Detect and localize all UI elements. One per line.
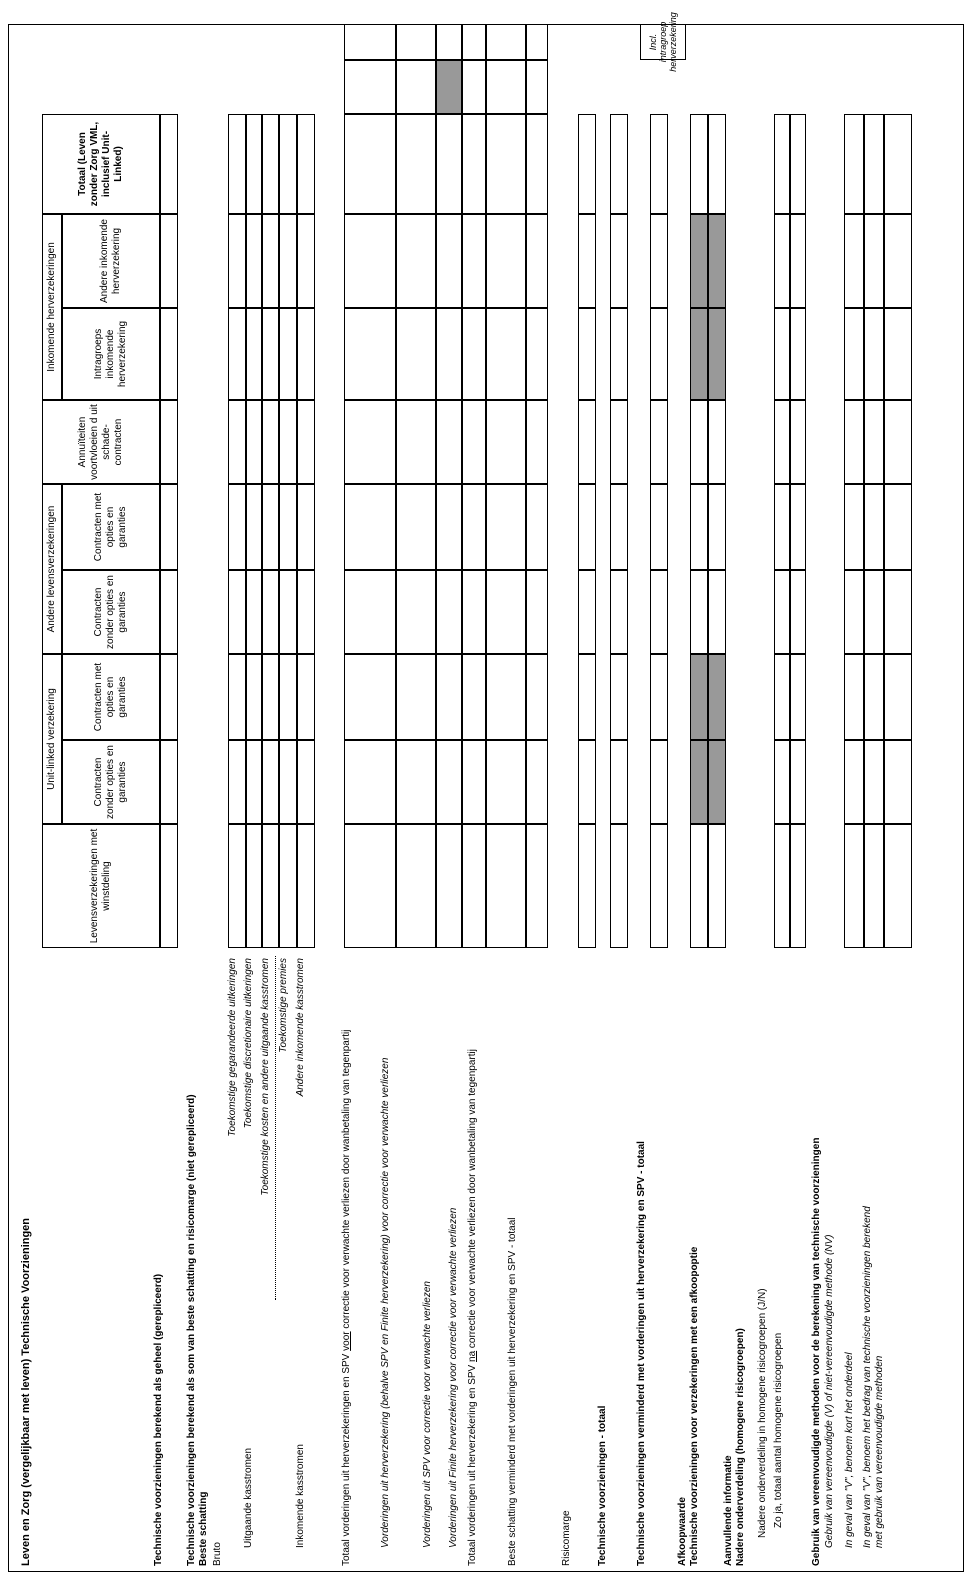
input-cell[interactable] <box>279 484 297 570</box>
input-cell[interactable] <box>246 308 262 400</box>
input-cell[interactable] <box>486 484 526 570</box>
text-underlined: na <box>467 1350 478 1362</box>
input-cell[interactable] <box>610 824 628 948</box>
text-part: Totaal vorderingen uit herverzekering en SPV <box>467 1361 478 1566</box>
input-cell[interactable] <box>279 400 297 484</box>
row-simplified-use: Gebruik van vereenvoudigde (V) of niet-vereenvoudigde methode (NV) <box>824 1234 835 1548</box>
input-cell[interactable] <box>160 570 178 654</box>
input-cell[interactable] <box>262 400 279 484</box>
input-cell[interactable] <box>262 824 279 948</box>
input-cell[interactable] <box>844 824 864 948</box>
input-cell[interactable] <box>160 214 178 308</box>
input-cell[interactable] <box>774 484 790 570</box>
input-cell[interactable] <box>344 400 396 484</box>
input-cell[interactable] <box>864 654 884 740</box>
input-cell[interactable] <box>228 824 246 948</box>
input-cell[interactable] <box>344 214 396 308</box>
input-cell[interactable] <box>578 824 596 948</box>
input-cell[interactable] <box>486 570 526 654</box>
input-cell[interactable] <box>610 308 628 400</box>
input-cell[interactable] <box>708 570 726 654</box>
input-cell[interactable] <box>526 400 548 484</box>
input-cell[interactable] <box>650 214 668 308</box>
row-outgoing: Uitgaande kasstromen <box>243 1447 254 1548</box>
input-cell[interactable] <box>436 400 462 484</box>
input-cell-extra[interactable] <box>436 60 462 114</box>
input-cell[interactable] <box>279 214 297 308</box>
input-cell[interactable] <box>578 114 596 214</box>
input-cell[interactable] <box>650 570 668 654</box>
header-ul-no-options: Contracten zonder opties en garanties <box>62 740 160 824</box>
input-cell[interactable] <box>462 400 486 484</box>
input-cell[interactable] <box>396 824 436 948</box>
input-cell[interactable] <box>436 740 462 824</box>
input-cell[interactable] <box>884 570 912 654</box>
input-cell[interactable] <box>262 654 279 740</box>
input-cell[interactable] <box>526 740 548 824</box>
input-cell[interactable] <box>790 114 806 214</box>
input-cell[interactable] <box>884 308 912 400</box>
input-cell[interactable] <box>160 400 178 484</box>
input-cell[interactable] <box>526 484 548 570</box>
input-cell[interactable] <box>297 308 315 400</box>
input-cell[interactable] <box>844 484 864 570</box>
header-incl-intragroup: Incl. intragroep herverzekering <box>640 24 686 60</box>
input-cell[interactable] <box>578 484 596 570</box>
row-total-recov-before <box>341 1026 353 1566</box>
header-inward: Inkomende herverzekeringen <box>42 214 62 400</box>
row-tv-whole: Technische voorzieningen berekend als geheel (gerepliceerd) <box>153 1273 164 1566</box>
input-cell[interactable] <box>462 570 486 654</box>
input-cell[interactable] <box>774 114 790 214</box>
input-cell[interactable] <box>279 308 297 400</box>
input-cell[interactable] <box>396 308 436 400</box>
input-cell[interactable] <box>262 114 279 214</box>
row-recov-spv: Vorderingen uit SPV voor correctie voor verwachte verliezen <box>422 1281 433 1548</box>
input-cell[interactable] <box>774 824 790 948</box>
input-cell[interactable] <box>708 114 726 214</box>
input-cell[interactable] <box>228 308 246 400</box>
input-cell[interactable] <box>578 308 596 400</box>
input-cell[interactable] <box>344 824 396 948</box>
row-recov-reins: Vorderingen uit herverzekering (behalve SPV en Finite herverzekering) voor correctie voor verwachte verliezen <box>380 1057 391 1548</box>
input-cell[interactable] <box>708 214 726 308</box>
input-cell[interactable] <box>436 114 462 214</box>
input-cell[interactable] <box>396 654 436 740</box>
input-cell-extra[interactable] <box>486 60 526 114</box>
input-cell[interactable] <box>344 654 396 740</box>
input-cell[interactable] <box>884 114 912 214</box>
input-cell[interactable] <box>160 308 178 400</box>
row-segmentation: Nadere onderverdeling (homogene risicogroepen) <box>735 1328 746 1566</box>
input-cell[interactable] <box>610 214 628 308</box>
row-simplified-v1: In geval van "V", benoem kort het onderdeel <box>844 1352 855 1548</box>
input-cell[interactable] <box>526 824 548 948</box>
input-cell[interactable] <box>690 114 708 214</box>
input-cell[interactable] <box>610 740 628 824</box>
input-cell[interactable] <box>486 308 526 400</box>
row-best-estimate: Beste schatting <box>198 1491 209 1566</box>
row-tv-sum: Technische voorzieningen berekend als som van beste schatting en risicomarge (niet gerepliceerd) <box>186 1094 197 1566</box>
input-cell[interactable] <box>246 740 262 824</box>
input-cell[interactable] <box>650 740 668 824</box>
input-cell[interactable] <box>344 570 396 654</box>
header-intragroup: Intragroeps inkomende herverzekering <box>62 308 160 400</box>
page-title: Leven en Zorg (vergelijkbaar met leven) Technische Voorzieningen <box>20 1217 32 1566</box>
text-underlined: voor <box>341 1331 352 1351</box>
dotted-divider <box>275 956 276 1300</box>
input-cell[interactable] <box>396 484 436 570</box>
row-risk-margin: Risicomarge <box>561 1510 572 1566</box>
input-cell[interactable] <box>486 824 526 948</box>
input-cell[interactable] <box>262 308 279 400</box>
row-total-recov-after <box>467 1026 479 1566</box>
input-cell[interactable] <box>864 308 884 400</box>
input-cell[interactable] <box>690 740 708 824</box>
input-cell[interactable] <box>690 570 708 654</box>
input-cell-extra[interactable] <box>526 60 548 114</box>
input-cell-extra[interactable] <box>344 60 396 114</box>
input-cell[interactable] <box>297 114 315 214</box>
input-cell[interactable] <box>884 214 912 308</box>
input-cell-extra[interactable] <box>344 24 396 60</box>
input-cell[interactable] <box>650 824 668 948</box>
input-cell[interactable] <box>708 824 726 948</box>
input-cell[interactable] <box>160 114 178 214</box>
input-cell[interactable] <box>297 214 315 308</box>
text-part: Totaal vorderingen uit herverzekeringen en SPV <box>341 1350 352 1566</box>
row-tv-total: Technische voorzieningen - totaal <box>597 1405 608 1566</box>
input-cell[interactable] <box>396 570 436 654</box>
input-cell[interactable] <box>650 484 668 570</box>
input-cell[interactable] <box>884 654 912 740</box>
input-cell-extra[interactable] <box>462 24 486 60</box>
input-cell[interactable] <box>774 308 790 400</box>
input-cell[interactable] <box>262 740 279 824</box>
input-cell[interactable] <box>610 114 628 214</box>
input-cell[interactable] <box>610 400 628 484</box>
input-cell[interactable] <box>844 654 864 740</box>
input-cell[interactable] <box>844 308 864 400</box>
header-other-life: Andere levensverzekeringen <box>42 484 62 654</box>
input-cell[interactable] <box>774 400 790 484</box>
input-cell[interactable] <box>864 400 884 484</box>
input-cell[interactable] <box>344 484 396 570</box>
input-cell[interactable] <box>708 484 726 570</box>
input-cell[interactable] <box>578 214 596 308</box>
input-cell[interactable] <box>650 400 668 484</box>
input-cell[interactable] <box>246 654 262 740</box>
input-cell-extra[interactable] <box>396 60 436 114</box>
input-cell-extra[interactable] <box>396 24 436 60</box>
input-cell[interactable] <box>844 214 864 308</box>
input-cell[interactable] <box>462 740 486 824</box>
input-cell[interactable] <box>526 570 548 654</box>
input-cell[interactable] <box>246 824 262 948</box>
input-cell[interactable] <box>650 308 668 400</box>
input-cell[interactable] <box>462 824 486 948</box>
input-cell[interactable] <box>884 484 912 570</box>
input-cell[interactable] <box>690 824 708 948</box>
row-be-net: Beste schatting verminderd met vorderingen uit herverzekering en SPV - totaal <box>507 1217 518 1566</box>
input-cell[interactable] <box>462 308 486 400</box>
row-gross: Bruto <box>212 1542 223 1566</box>
header-ul-with-options: Contracten met opties en garanties <box>62 654 160 740</box>
input-cell[interactable] <box>297 740 315 824</box>
row-seg-question: Nadere onderverdeling in homogene risicogroepen (J/N) <box>757 1288 768 1538</box>
input-cell[interactable] <box>844 740 864 824</box>
input-cell[interactable] <box>526 308 548 400</box>
input-cell[interactable] <box>650 654 668 740</box>
header-unit-linked: Unit-linked verzekering <box>42 654 62 824</box>
row-simplified: Gebruik van vereenvoudigde methoden voor de berekening van technische voorzieningen <box>811 1137 822 1566</box>
input-cell[interactable] <box>486 214 526 308</box>
input-cell[interactable] <box>436 570 462 654</box>
input-cell[interactable] <box>526 654 548 740</box>
input-cell[interactable] <box>246 114 262 214</box>
header-life-profit: Levensverzekeringen met winstdeling <box>42 824 160 948</box>
input-cell[interactable] <box>228 570 246 654</box>
input-cell[interactable] <box>436 824 462 948</box>
input-cell[interactable] <box>864 740 884 824</box>
header-other-inward: Andere inkomende herverzekering <box>62 214 160 308</box>
header-ol-with-options: Contracten met opties en garanties <box>62 484 160 570</box>
input-cell[interactable] <box>279 740 297 824</box>
input-cell[interactable] <box>690 308 708 400</box>
input-cell[interactable] <box>486 654 526 740</box>
input-cell[interactable] <box>844 400 864 484</box>
input-cell[interactable] <box>578 400 596 484</box>
input-cell[interactable] <box>396 400 436 484</box>
input-cell[interactable] <box>790 308 806 400</box>
input-cell[interactable] <box>246 484 262 570</box>
header-annuities: Annuïteiten voortvloeien d uit schade-contracten <box>42 400 160 484</box>
input-cell[interactable] <box>228 400 246 484</box>
input-cell[interactable] <box>526 114 548 214</box>
input-cell[interactable] <box>790 654 806 740</box>
input-cell[interactable] <box>578 654 596 740</box>
input-cell[interactable] <box>160 740 178 824</box>
input-cell[interactable] <box>708 740 726 824</box>
input-cell[interactable] <box>790 824 806 948</box>
input-cell[interactable] <box>279 570 297 654</box>
input-cell[interactable] <box>297 824 315 948</box>
row-additional-info: Aanvullende informatie <box>723 1455 734 1566</box>
text-part: correctie voor verwachte verliezen door wanbetaling van tegenpartij <box>341 1029 352 1332</box>
input-cell[interactable] <box>864 570 884 654</box>
input-cell[interactable] <box>864 214 884 308</box>
row-simplified-v2: In geval van "V", benoem het bedrag van technische voorzieningen berekend met gebruik van vereenvoudigde methoden <box>862 1206 885 1548</box>
input-cell[interactable] <box>396 214 436 308</box>
input-cell[interactable] <box>228 214 246 308</box>
header-total: Totaal (Leven zonder Zorg VML, inclusief Unit-Linked) <box>42 114 160 214</box>
row-other-incoming: Andere inkomende kasstromen <box>295 958 306 1097</box>
input-cell[interactable] <box>610 484 628 570</box>
input-cell[interactable] <box>790 740 806 824</box>
input-cell[interactable] <box>774 570 790 654</box>
row-future-costs: Toekomstige kosten en andere uitgaande kasstromen <box>260 958 271 1196</box>
input-cell[interactable] <box>462 484 486 570</box>
input-cell[interactable] <box>228 740 246 824</box>
input-cell[interactable] <box>864 824 884 948</box>
input-cell-extra[interactable] <box>486 24 526 60</box>
input-cell[interactable] <box>610 570 628 654</box>
input-cell[interactable] <box>262 570 279 654</box>
input-cell[interactable] <box>228 484 246 570</box>
input-cell[interactable] <box>462 114 486 214</box>
input-cell[interactable] <box>297 484 315 570</box>
row-future-discretionary: Toekomstige discretionaire uitkeringen <box>243 958 254 1129</box>
input-cell[interactable] <box>578 570 596 654</box>
row-recov-finite: Vorderingen uit Finite herverzekering voor correctie voor verwachte verliezen <box>448 1207 459 1548</box>
input-cell[interactable] <box>690 654 708 740</box>
input-cell[interactable] <box>486 114 526 214</box>
input-cell[interactable] <box>344 740 396 824</box>
input-cell[interactable] <box>228 114 246 214</box>
input-cell[interactable] <box>396 114 436 214</box>
input-cell[interactable] <box>864 484 884 570</box>
input-cell[interactable] <box>486 400 526 484</box>
input-cell[interactable] <box>246 214 262 308</box>
input-cell[interactable] <box>246 400 262 484</box>
input-cell[interactable] <box>297 400 315 484</box>
input-cell[interactable] <box>578 740 596 824</box>
input-cell[interactable] <box>279 654 297 740</box>
input-cell[interactable] <box>246 570 262 654</box>
input-cell[interactable] <box>160 654 178 740</box>
input-cell[interactable] <box>844 114 864 214</box>
input-cell[interactable] <box>526 214 548 308</box>
input-cell[interactable] <box>436 214 462 308</box>
input-cell[interactable] <box>690 400 708 484</box>
row-incoming: Inkomende kasstromen <box>295 1444 306 1548</box>
input-cell[interactable] <box>486 740 526 824</box>
row-tv-net: Technische voorzieningen verminderd met vorderingen uit herverzekering en SPV - totaal <box>636 1141 647 1566</box>
input-cell[interactable] <box>262 484 279 570</box>
input-cell[interactable] <box>462 214 486 308</box>
input-cell[interactable] <box>279 114 297 214</box>
input-cell[interactable] <box>279 824 297 948</box>
input-cell[interactable] <box>774 740 790 824</box>
input-cell[interactable] <box>884 824 912 948</box>
input-cell[interactable] <box>884 400 912 484</box>
input-cell[interactable] <box>650 114 668 214</box>
input-cell[interactable] <box>436 484 462 570</box>
row-future-premiums: Toekomstige premies <box>278 958 289 1053</box>
input-cell[interactable] <box>436 308 462 400</box>
input-cell[interactable] <box>396 740 436 824</box>
input-cell[interactable] <box>708 654 726 740</box>
input-cell-extra[interactable] <box>462 60 486 114</box>
row-seg-count: Zo ja, totaal aantal homogene risicogroepen <box>773 1332 784 1528</box>
input-cell[interactable] <box>160 824 178 948</box>
input-cell[interactable] <box>690 484 708 570</box>
input-cell[interactable] <box>790 570 806 654</box>
input-cell[interactable] <box>297 654 315 740</box>
text-part: correctie voor verwachte verliezen door wanbetaling van tegenpartij <box>467 1049 478 1351</box>
input-cell[interactable] <box>774 654 790 740</box>
input-cell[interactable] <box>774 214 790 308</box>
row-surrender-value: Afkoopwaarde <box>677 1497 688 1566</box>
input-cell[interactable] <box>228 654 246 740</box>
input-cell[interactable] <box>790 484 806 570</box>
input-cell[interactable] <box>864 114 884 214</box>
input-cell[interactable] <box>790 214 806 308</box>
input-cell[interactable] <box>297 570 315 654</box>
row-future-guaranteed: Toekomstige gegarandeerde uitkeringen <box>227 958 238 1137</box>
input-cell[interactable] <box>262 214 279 308</box>
input-cell[interactable] <box>708 400 726 484</box>
input-cell[interactable] <box>844 570 864 654</box>
input-cell[interactable] <box>160 484 178 570</box>
input-cell[interactable] <box>884 740 912 824</box>
input-cell[interactable] <box>690 214 708 308</box>
input-cell[interactable] <box>790 400 806 484</box>
header-ol-no-options: Contracten zonder opties en garanties <box>62 570 160 654</box>
row-tv-surrender: Technische voorzieningen voor verzekeringen met een afkoopoptie <box>689 1246 700 1566</box>
input-cell[interactable] <box>436 654 462 740</box>
input-cell-extra[interactable] <box>436 24 462 60</box>
input-cell[interactable] <box>462 654 486 740</box>
input-cell[interactable] <box>708 308 726 400</box>
input-cell[interactable] <box>610 654 628 740</box>
input-cell[interactable] <box>344 308 396 400</box>
input-cell[interactable] <box>344 114 396 214</box>
input-cell-extra[interactable] <box>526 24 548 60</box>
